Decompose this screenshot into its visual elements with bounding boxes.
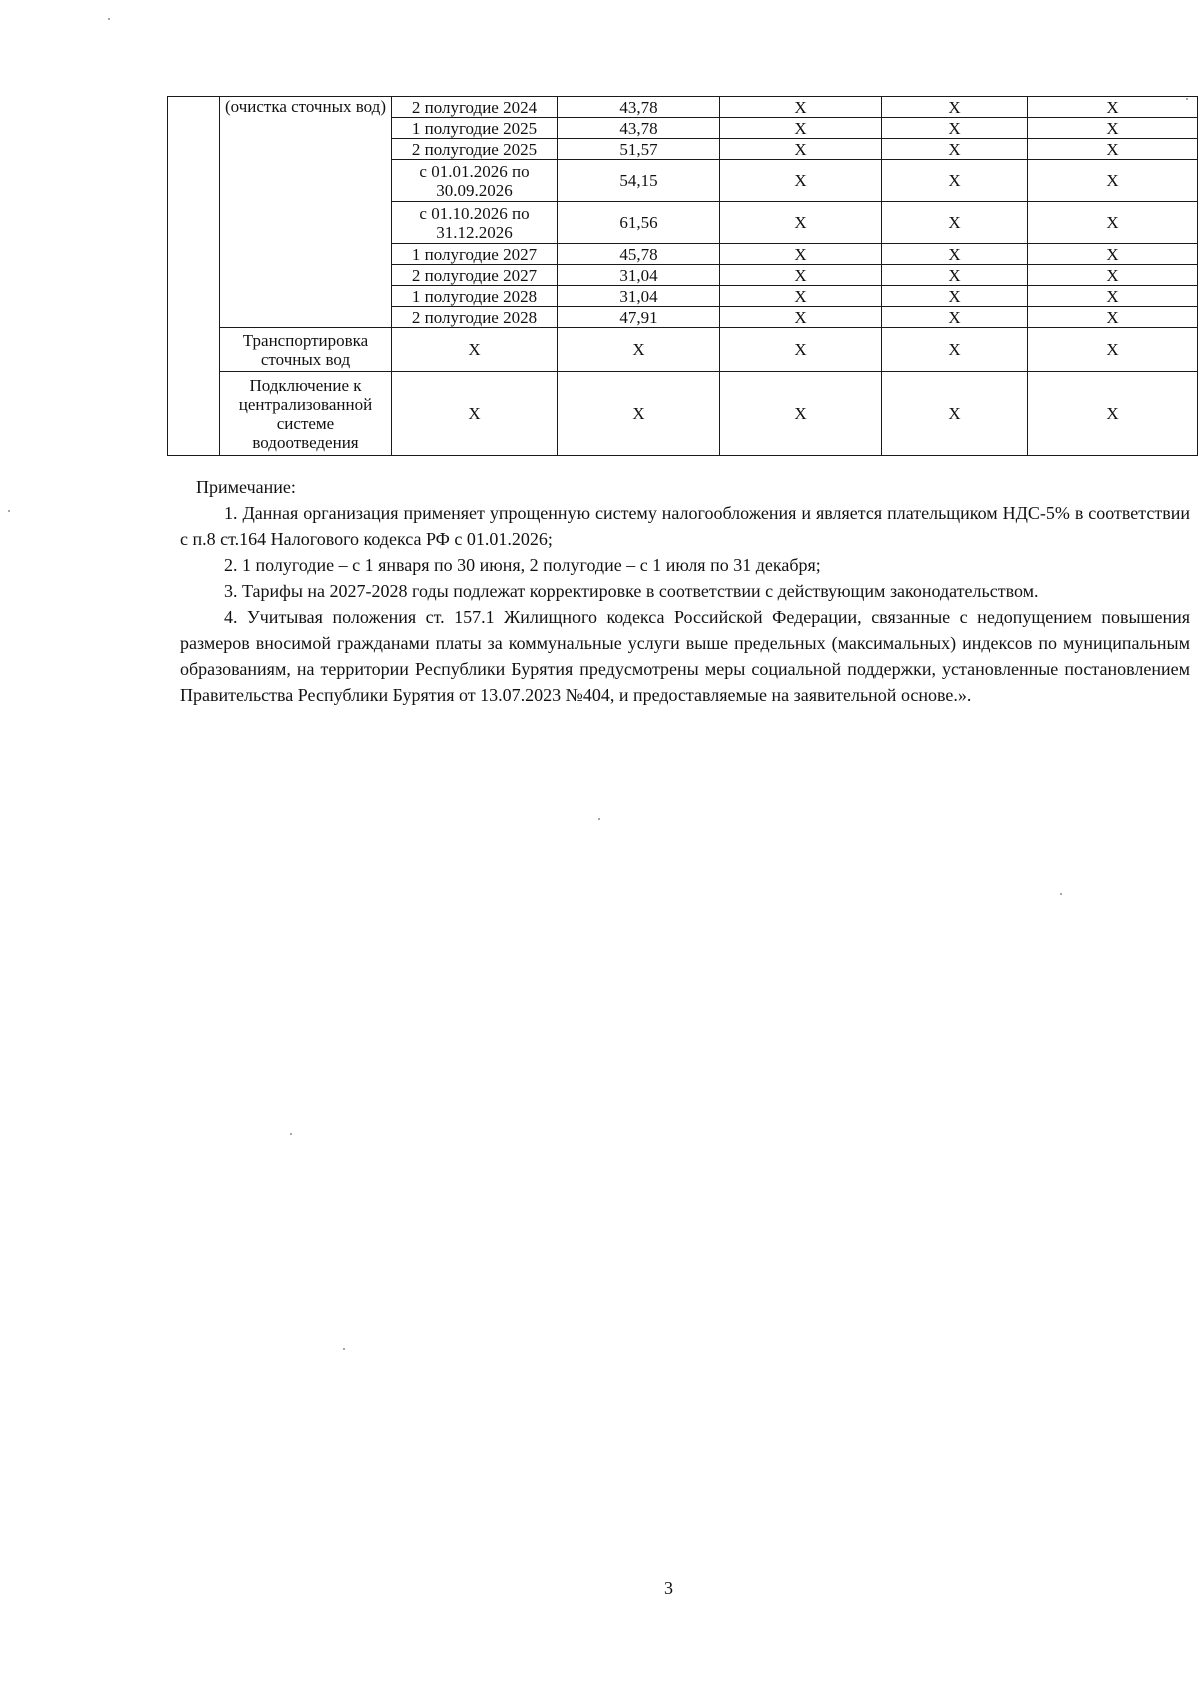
period-cell: 1 полугодие 2027 [392,244,558,265]
period-cell: X [392,372,558,456]
tariff-value-cell: 31,04 [558,286,720,307]
mark-cell: X [882,328,1028,372]
mark-cell: X [720,118,882,139]
period-cell: с 01.01.2026 по 30.09.2026 [392,160,558,202]
period-cell: с 01.10.2026 по 31.12.2026 [392,202,558,244]
tariff-value-cell: 47,91 [558,307,720,328]
mark-cell: X [720,160,882,202]
tariff-value-cell: 45,78 [558,244,720,265]
period-cell: 2 полугодие 2025 [392,139,558,160]
mark-cell: X [1028,160,1198,202]
scan-speck [290,1133,292,1135]
service-name-cell: Подключение к централизованной системе водоотведения [220,372,392,456]
period-cell: X [392,328,558,372]
scan-speck [343,1348,345,1350]
note-item: 2. 1 полугодие – с 1 января по 30 июня, 2 полугодие – с 1 июля по 31 декабря; [224,555,821,575]
mark-cell: X [1028,328,1198,372]
scan-speck [108,18,110,20]
mark-cell: X [882,160,1028,202]
period-cell: 2 полугодие 2024 [392,97,558,118]
scan-speck [8,510,10,512]
mark-cell: X [720,139,882,160]
tariff-value-cell: 51,57 [558,139,720,160]
scan-speck [1186,98,1188,100]
mark-cell: X [1028,118,1198,139]
period-cell: 2 полугодие 2028 [392,307,558,328]
note-item: 1. Данная организация применяет упрощенную систему налогообложения и является плательщиком НДС-5% в соответствии с п.8 ст.164 Налогового кодекса РФ с 01.01.2026; [180,503,1190,549]
page-number: 3 [664,1578,673,1598]
mark-cell: X [882,286,1028,307]
mark-cell: X [882,139,1028,160]
mark-cell: X [720,244,882,265]
tariff-value-cell: 61,56 [558,202,720,244]
table-row [168,328,1198,372]
service-name-cell: Транспортировка сточных вод [220,328,392,372]
tariff-value-cell: 43,78 [558,97,720,118]
mark-cell: X [882,202,1028,244]
mark-cell: X [1028,202,1198,244]
period-cell: 1 полугодие 2025 [392,118,558,139]
note-item: 3. Тарифы на 2027-2028 годы подлежат корректировке в соответствии с действующим законодательством. [224,581,1039,601]
mark-cell: X [1028,265,1198,286]
tariff-table [167,96,1198,456]
table-cell-blank [168,97,220,456]
table-row [168,372,1198,456]
mark-cell: X [1028,286,1198,307]
scan-speck [1060,893,1062,895]
mark-cell: X [1028,97,1198,118]
mark-cell: X [882,372,1028,456]
tariff-value-cell: 31,04 [558,265,720,286]
mark-cell: X [1028,139,1198,160]
tariff-value-cell: 43,78 [558,118,720,139]
mark-cell: X [720,286,882,307]
mark-cell: X [720,265,882,286]
service-name-cell: (очистка сточных вод) [220,97,392,328]
mark-cell: X [720,372,882,456]
note-item: 4. Учитывая положения ст. 157.1 Жилищного кодекса Российской Федерации, связанные с недопущением повышения размеров вносимой гражданами платы за коммунальные услуги выше предельных (максимальных) индексов по муниципальным образованиям, на территории Республики Бурятия предусмотрены меры социальной поддержки, установленные постановлением Правительства Республики Бурятия от 13.07.2023 №404, и предоставляемые на заявительной основе.». [180,607,1190,705]
period-cell: 2 полугодие 2027 [392,265,558,286]
mark-cell: X [720,307,882,328]
mark-cell: X [882,118,1028,139]
table-row [168,97,1198,118]
mark-cell: X [1028,244,1198,265]
mark-cell: X [882,265,1028,286]
mark-cell: X [720,97,882,118]
mark-cell: X [1028,372,1198,456]
scan-speck [598,818,600,820]
mark-cell: X [882,97,1028,118]
mark-cell: X [882,307,1028,328]
period-cell: 1 полугодие 2028 [392,286,558,307]
tariff-value-cell: X [558,328,720,372]
mark-cell: X [720,328,882,372]
mark-cell: X [882,244,1028,265]
tariff-value-cell: 54,15 [558,160,720,202]
tariff-value-cell: X [558,372,720,456]
mark-cell: X [720,202,882,244]
notes-title: Примечание: [196,477,296,497]
notes-list [180,500,1190,708]
mark-cell: X [1028,307,1198,328]
